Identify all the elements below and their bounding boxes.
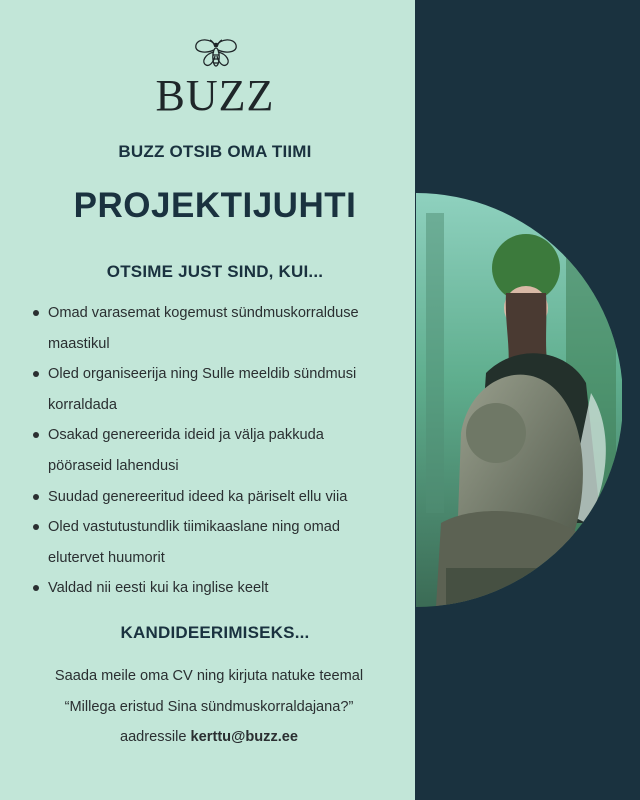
apply-text-line-2: “Millega eristud Sina sündmuskorraldajana?”: [64, 699, 354, 715]
list-item: [30, 298, 410, 359]
bee-icon: [193, 37, 239, 73]
list-item-line: pööraseid lahendusi: [48, 457, 179, 474]
list-item-line: Oled organiseerija ning Sulle meeldib sündmusi: [48, 366, 357, 383]
event-photo: [416, 193, 622, 607]
intro-heading: BUZZ OTSIB OMA TIIMI: [118, 142, 312, 161]
list-item: [30, 420, 410, 481]
list-item-line: Suudad genereeritud ideed ka päriselt ellu viia: [48, 488, 348, 505]
list-item: [30, 482, 410, 513]
address-prefix: aadressile: [119, 729, 187, 745]
apply-heading: KANDIDEERIMISEKS...: [120, 623, 310, 642]
requirements-heading: OTSIME JUST SIND, KUI...: [106, 262, 324, 281]
list-item-line: maastikul: [48, 335, 110, 352]
list-item-line: Oled vastutustundlik tiimikaaslane ning omad: [48, 519, 341, 536]
apply-address-line: [0, 729, 418, 745]
list-item: [30, 573, 410, 604]
email-link[interactable]: kerttu@buzz.ee: [190, 729, 299, 745]
list-item-line: elutervet huumorit: [48, 549, 165, 566]
brand-logo-text: BUZZ: [155, 71, 275, 120]
requirements-list: [30, 298, 410, 604]
list-item-line: korraldada: [48, 396, 117, 413]
list-item-line: Valdad nii eesti kui ka inglise keelt: [48, 580, 269, 597]
position-title: PROJEKTIJUHTI: [73, 186, 357, 225]
list-item: [30, 359, 410, 420]
list-item-line: Osakad genereerida ideid ja välja pakkuda: [48, 427, 324, 444]
list-item: [30, 512, 410, 573]
apply-text-line-1: Saada meile oma CV ning kirjuta natuke teemal: [54, 668, 364, 684]
list-item-line: Omad varasemat kogemust sündmuskorralduse: [48, 305, 359, 321]
